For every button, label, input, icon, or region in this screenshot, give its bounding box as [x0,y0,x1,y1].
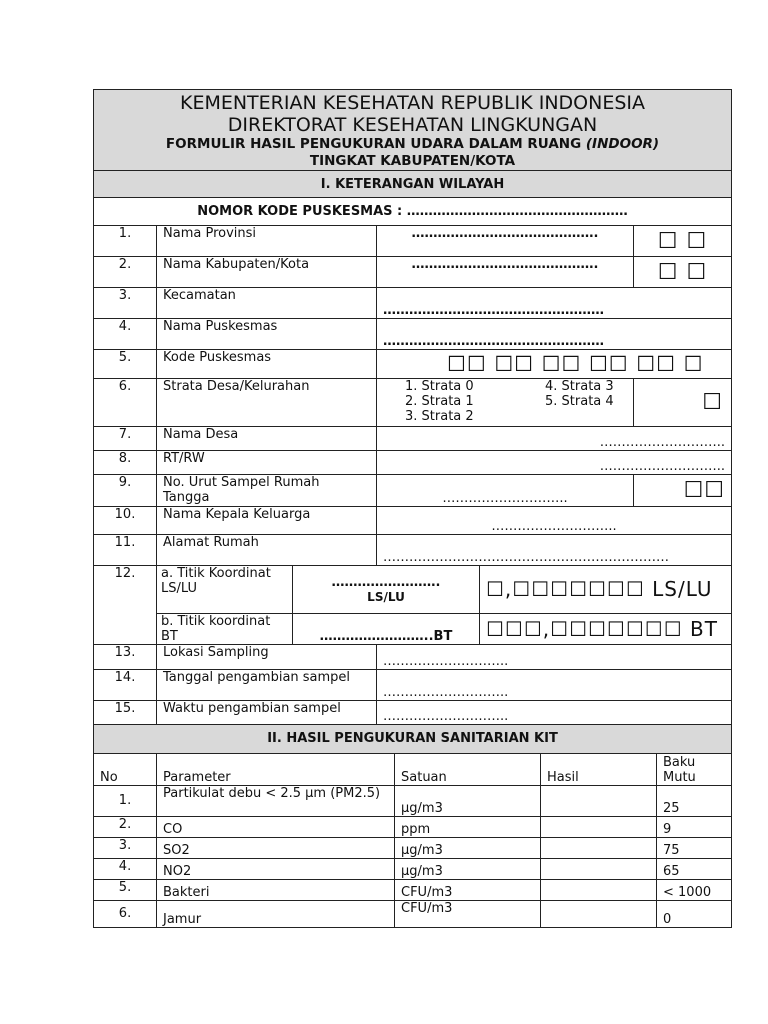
table-header [94,753,732,785]
row-number: 3. [94,288,157,319]
strata-option[interactable]: 5. Strata 4 [545,394,614,409]
lokasi-sampling-field[interactable]: ……………………….. [377,645,732,670]
col-parameter: Parameter [157,753,395,785]
cell-satuan: CFU/m3 [395,879,541,900]
row-label: Lokasi Sampling [157,645,377,670]
row-waktu [94,701,732,725]
cell-baku-mutu: 65 [657,858,732,879]
no-urut-field[interactable]: ……………………….. [377,475,634,507]
nomor-kode-puskesmas: NOMOR KODE PUSKESMAS : …………………………………………… [94,198,732,226]
row-lokasi-sampling [94,645,732,670]
row-number: 11. [94,535,157,566]
row-no-urut [94,475,732,507]
tanggal-field[interactable]: ……………………….. [377,670,732,701]
no-urut-boxes[interactable]: ☐☐ [634,475,732,507]
cell-no: 2. [94,816,157,837]
cell-baku-mutu: 0 [657,900,732,927]
row-strata [94,379,732,427]
kepala-keluarga-field[interactable]: ……………………….. [377,507,732,535]
table-row [94,837,732,858]
row-number: 2. [94,257,157,288]
cell-no: 5. [94,879,157,900]
row-number: 14. [94,670,157,701]
col-satuan: Satuan [395,753,541,785]
row-label: Strata Desa/Kelurahan [157,379,377,427]
cell-parameter: Jamur [157,900,395,927]
row-label: Alamat Rumah [157,535,377,566]
koordinat-ls-unit: LS/LU [367,589,405,604]
row-label: Kode Puskesmas [157,350,377,379]
row-number: 15. [94,701,157,725]
cell-baku-mutu: < 1000 [657,879,732,900]
form-table-section1 [93,89,732,725]
row-puskesmas [94,319,732,350]
kode-puskesmas-boxes[interactable]: ☐☐ ☐☐ ☐☐ ☐☐ ☐☐ ☐ [377,350,732,379]
row-nama-desa [94,427,732,451]
row-kepala-keluarga [94,507,732,535]
row-label: RT/RW [157,451,377,475]
col-no: No [94,753,157,785]
koordinat-bt-field[interactable]: ……………………..BT [293,614,480,645]
koordinat-ls-boxes[interactable]: ☐,☐☐☐☐☐☐☐ LS/LU [480,566,732,614]
row-provinsi [94,226,732,257]
section2-title: II. HASIL PENGUKURAN SANITARIAN KIT [94,725,732,753]
cell-hasil[interactable] [541,837,657,858]
row-tanggal [94,670,732,701]
provinsi-code-boxes[interactable]: ☐ ☐ [634,226,732,257]
header-directorate: DIREKTORAT KESEHATAN LINGKUNGAN [227,114,598,136]
row-number: 13. [94,645,157,670]
row-koordinat-bt [94,614,732,645]
table-row [94,816,732,837]
cell-hasil[interactable] [541,816,657,837]
row-number: 9. [94,475,157,507]
cell-parameter: Partikulat debu < 2.5 µm (PM2.5) [157,785,395,816]
cell-satuan: µg/m3 [395,785,541,816]
form-table-section2 [93,725,732,928]
row-label: Nama Puskesmas [157,319,377,350]
row-label: Nama Desa [157,427,377,451]
cell-no: 4. [94,858,157,879]
waktu-field[interactable]: ……………………….. [377,701,732,725]
rt-rw-field[interactable]: ……………………….. [377,451,732,475]
koordinat-ls-field[interactable] [293,566,480,614]
row-label: Waktu pengambian sampel [157,701,377,725]
cell-satuan: µg/m3 [395,837,541,858]
row-number: 1. [94,226,157,257]
form-header [94,90,732,171]
strata-option[interactable]: 4. Strata 3 [545,379,614,394]
row-label: No. Urut Sampel Rumah Tangga [157,475,377,507]
form-document [93,89,731,928]
col-hasil: Hasil [541,753,657,785]
puskesmas-field[interactable]: …………………………………………… [377,319,732,350]
cell-hasil[interactable] [541,858,657,879]
cell-no: 6. [94,900,157,927]
kabupaten-field[interactable]: ……………………………………. [377,257,634,288]
nama-desa-field[interactable]: ……………………….. [377,427,732,451]
table-row [94,879,732,900]
koordinat-ls-dots: ……………………. [331,574,441,590]
header-ministry: KEMENTERIAN KESEHATAN REPUBLIK INDONESIA [179,92,646,114]
cell-hasil[interactable] [541,785,657,816]
row-label: Nama Provinsi [157,226,377,257]
strata-options [377,379,634,427]
row-label: Nama Kabupaten/Kota [157,257,377,288]
cell-no: 1. [94,785,157,816]
row-number: 6. [94,379,157,427]
cell-baku-mutu: 9 [657,816,732,837]
row-alamat [94,535,732,566]
provinsi-field[interactable]: ……………………………………. [377,226,634,257]
kabupaten-code-boxes[interactable]: ☐ ☐ [634,257,732,288]
koordinat-bt-boxes[interactable]: ☐☐☐,☐☐☐☐☐☐☐ BT [480,614,732,645]
header-level: TINGKAT KABUPATEN/KOTA [309,153,516,169]
section1-title: I. KETERANGAN WILAYAH [94,171,732,198]
strata-option[interactable]: 3. Strata 2 [405,409,474,424]
cell-hasil[interactable] [541,879,657,900]
strata-box[interactable]: ☐ [634,379,732,427]
row-label: a. Titik Koordinat LS/LU [157,566,293,614]
table-row [94,785,732,816]
row-rt-rw [94,451,732,475]
cell-satuan: ppm [395,816,541,837]
row-number: 7. [94,427,157,451]
cell-satuan: µg/m3 [395,858,541,879]
cell-parameter: NO2 [157,858,395,879]
kecamatan-field[interactable]: …………………………………………… [377,288,732,319]
strata-option[interactable]: 1. Strata 0 [405,379,474,394]
row-label: b. Titik koordinat BT [157,614,293,645]
header-form-title: FORMULIR HASIL PENGUKURAN UDARA DALAM RUANG (INDOOR) [165,136,660,152]
row-koordinat-ls [94,566,732,614]
cell-parameter: SO2 [157,837,395,858]
row-number: 8. [94,451,157,475]
table-row [94,900,732,927]
row-number: 4. [94,319,157,350]
cell-hasil[interactable] [541,900,657,927]
table-row [94,858,732,879]
row-number: 5. [94,350,157,379]
cell-parameter: Bakteri [157,879,395,900]
cell-satuan: CFU/m3 [395,900,541,927]
row-kecamatan [94,288,732,319]
row-number: 10. [94,507,157,535]
row-label: Tanggal pengambian sampel [157,670,377,701]
alamat-field[interactable]: ………………………………………………………… [377,535,732,566]
row-number: 12. [94,566,157,645]
cell-no: 3. [94,837,157,858]
row-kabupaten [94,257,732,288]
cell-baku-mutu: 25 [657,785,732,816]
row-label: Kecamatan [157,288,377,319]
row-kode-puskesmas [94,350,732,379]
cell-parameter: CO [157,816,395,837]
strata-option[interactable]: 2. Strata 1 [405,394,474,409]
row-label: Nama Kepala Keluarga [157,507,377,535]
cell-baku-mutu: 75 [657,837,732,858]
col-baku-mutu: Baku Mutu [657,753,732,785]
